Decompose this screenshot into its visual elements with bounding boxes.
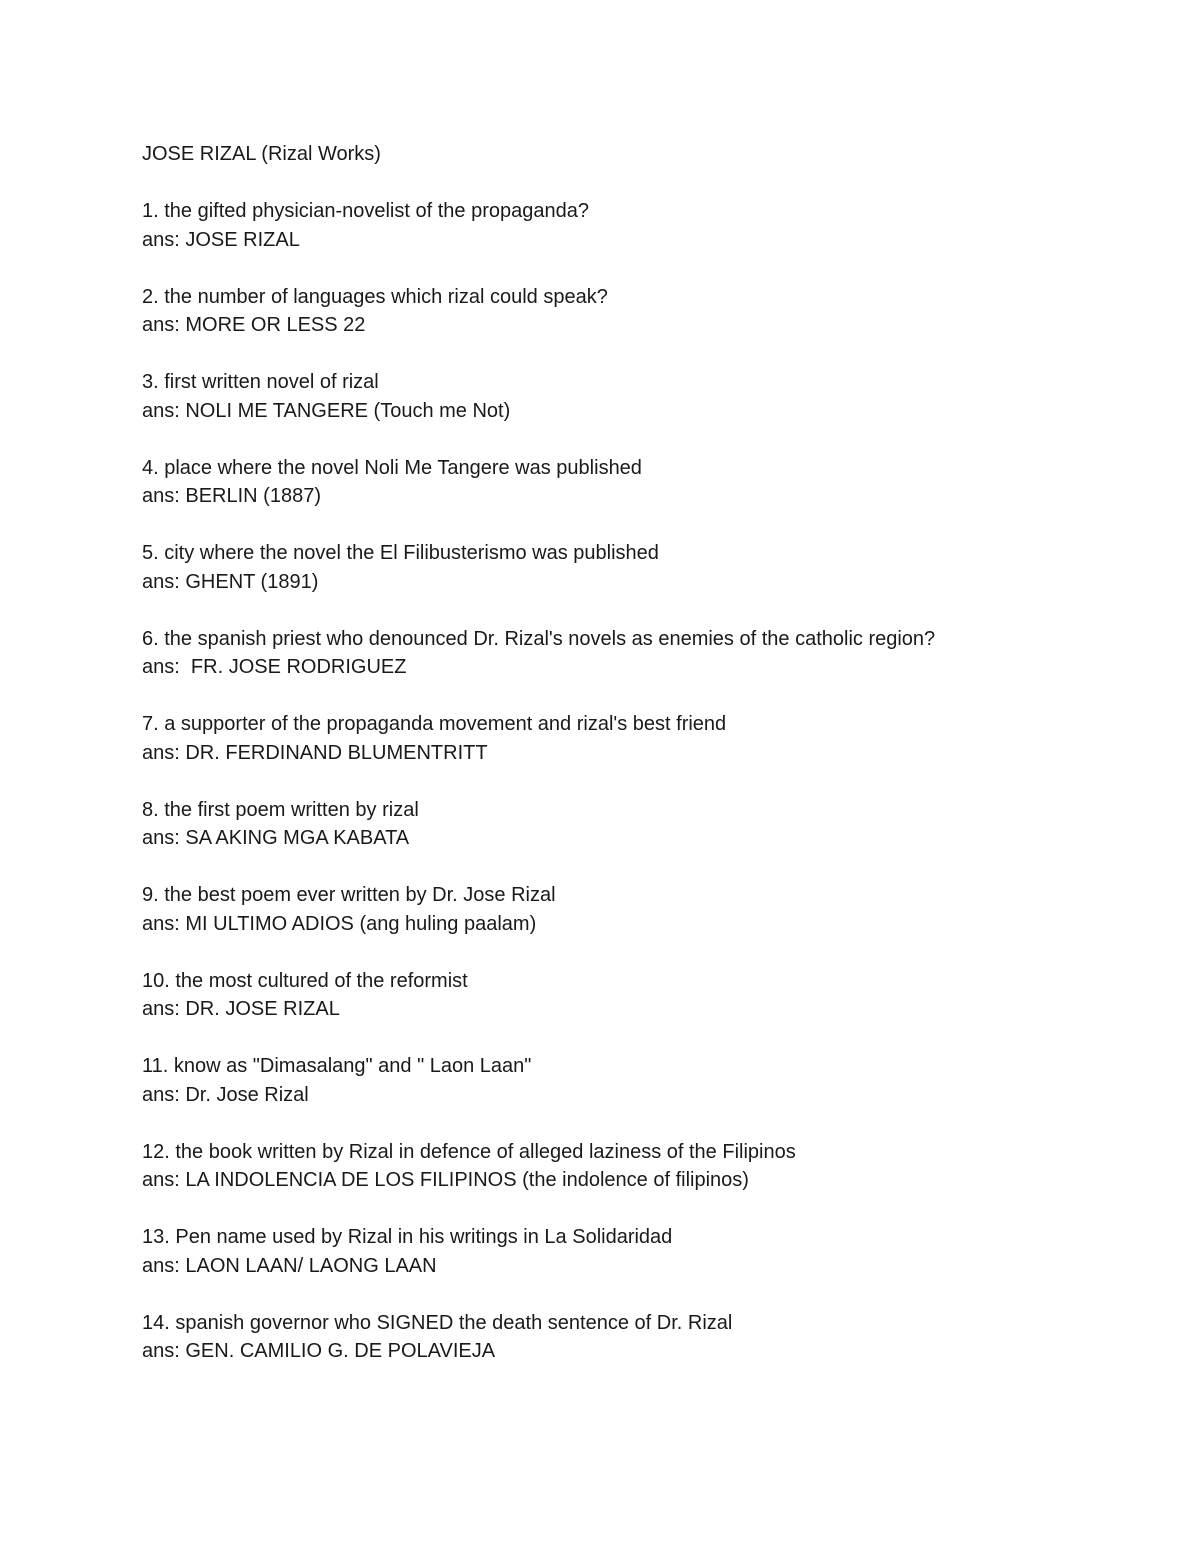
answer-text: ans: DR. FERDINAND BLUMENTRITT (142, 741, 488, 764)
qa-item-2 (142, 283, 1142, 340)
qa-item-10 (142, 967, 1142, 1024)
question-text: 3. first written novel of rizal (142, 371, 379, 393)
question-text: 14. spanish governor who SIGNED the death sentence of Dr. Rizal (142, 1311, 733, 1334)
question-text: 8. the first poem written by rizal (142, 798, 419, 821)
qa-item-11 (142, 1052, 1142, 1109)
qa-item-5 (142, 539, 1142, 596)
qa-item-7 (142, 710, 1142, 767)
answer-text: ans: LAON LAAN/ LAONG LAAN (142, 1254, 437, 1277)
answer-text: ans: MORE OR LESS 22 (142, 314, 366, 336)
document-title: JOSE RIZAL (Rizal Works) (142, 143, 381, 165)
answer-text: ans: JOSE RIZAL (142, 228, 300, 251)
question-text: 2. the number of languages which rizal could speak? (142, 285, 608, 308)
qa-item-8 (142, 796, 1142, 853)
qa-item-9 (142, 881, 1142, 938)
answer-text: ans: SA AKING MGA KABATA (142, 827, 410, 849)
qa-item-4 (142, 454, 1142, 511)
answer-text: ans: MI ULTIMO ADIOS (ang huling paalam) (142, 912, 537, 935)
question-text: 6. the spanish priest who denounced Dr. Rizal's novels as enemies of the catholic region? (142, 627, 936, 650)
question-text: 1. the gifted physician-novelist of the propaganda? (142, 200, 589, 222)
qa-item-6 (142, 625, 1142, 682)
qa-item-13 (142, 1223, 1142, 1280)
answer-text: ans: NOLI ME TANGERE (Touch me Not) (142, 399, 511, 422)
document-content (142, 140, 1142, 1394)
answer-text: ans: DR. JOSE RIZAL (142, 998, 340, 1020)
question-text: 10. the most cultured of the reformist (142, 969, 468, 992)
question-text: 5. city where the novel the El Filibusterismo was published (142, 542, 659, 564)
question-text: 11. know as "Dimasalang" and " Laon Laan" (142, 1055, 532, 1077)
answer-text: ans: Dr. Jose Rizal (142, 1083, 309, 1106)
answer-text: ans: FR. JOSE RODRIGUEZ (142, 656, 407, 678)
question-text: 12. the book written by Rizal in defence of alleged laziness of the Filipinos (142, 1140, 796, 1163)
question-text: 4. place where the novel Noli Me Tangere was published (142, 456, 642, 479)
answer-text: ans: GEN. CAMILIO G. DE POLAVIEJA (142, 1340, 496, 1362)
qa-item-12 (142, 1138, 1142, 1195)
question-text: 13. Pen name used by Rizal in his writings in La Solidaridad (142, 1226, 673, 1248)
qa-item-3 (142, 368, 1142, 425)
qa-item-1 (142, 197, 1142, 254)
qa-item-14 (142, 1309, 1142, 1366)
answer-text: ans: LA INDOLENCIA DE LOS FILIPINOS (the indolence of filipinos) (142, 1169, 749, 1191)
question-text: 7. a supporter of the propaganda movement and rizal's best friend (142, 713, 727, 735)
answer-text: ans: BERLIN (1887) (142, 485, 321, 507)
answer-text: ans: GHENT (1891) (142, 570, 319, 593)
question-text: 9. the best poem ever written by Dr. Jose Rizal (142, 884, 556, 906)
